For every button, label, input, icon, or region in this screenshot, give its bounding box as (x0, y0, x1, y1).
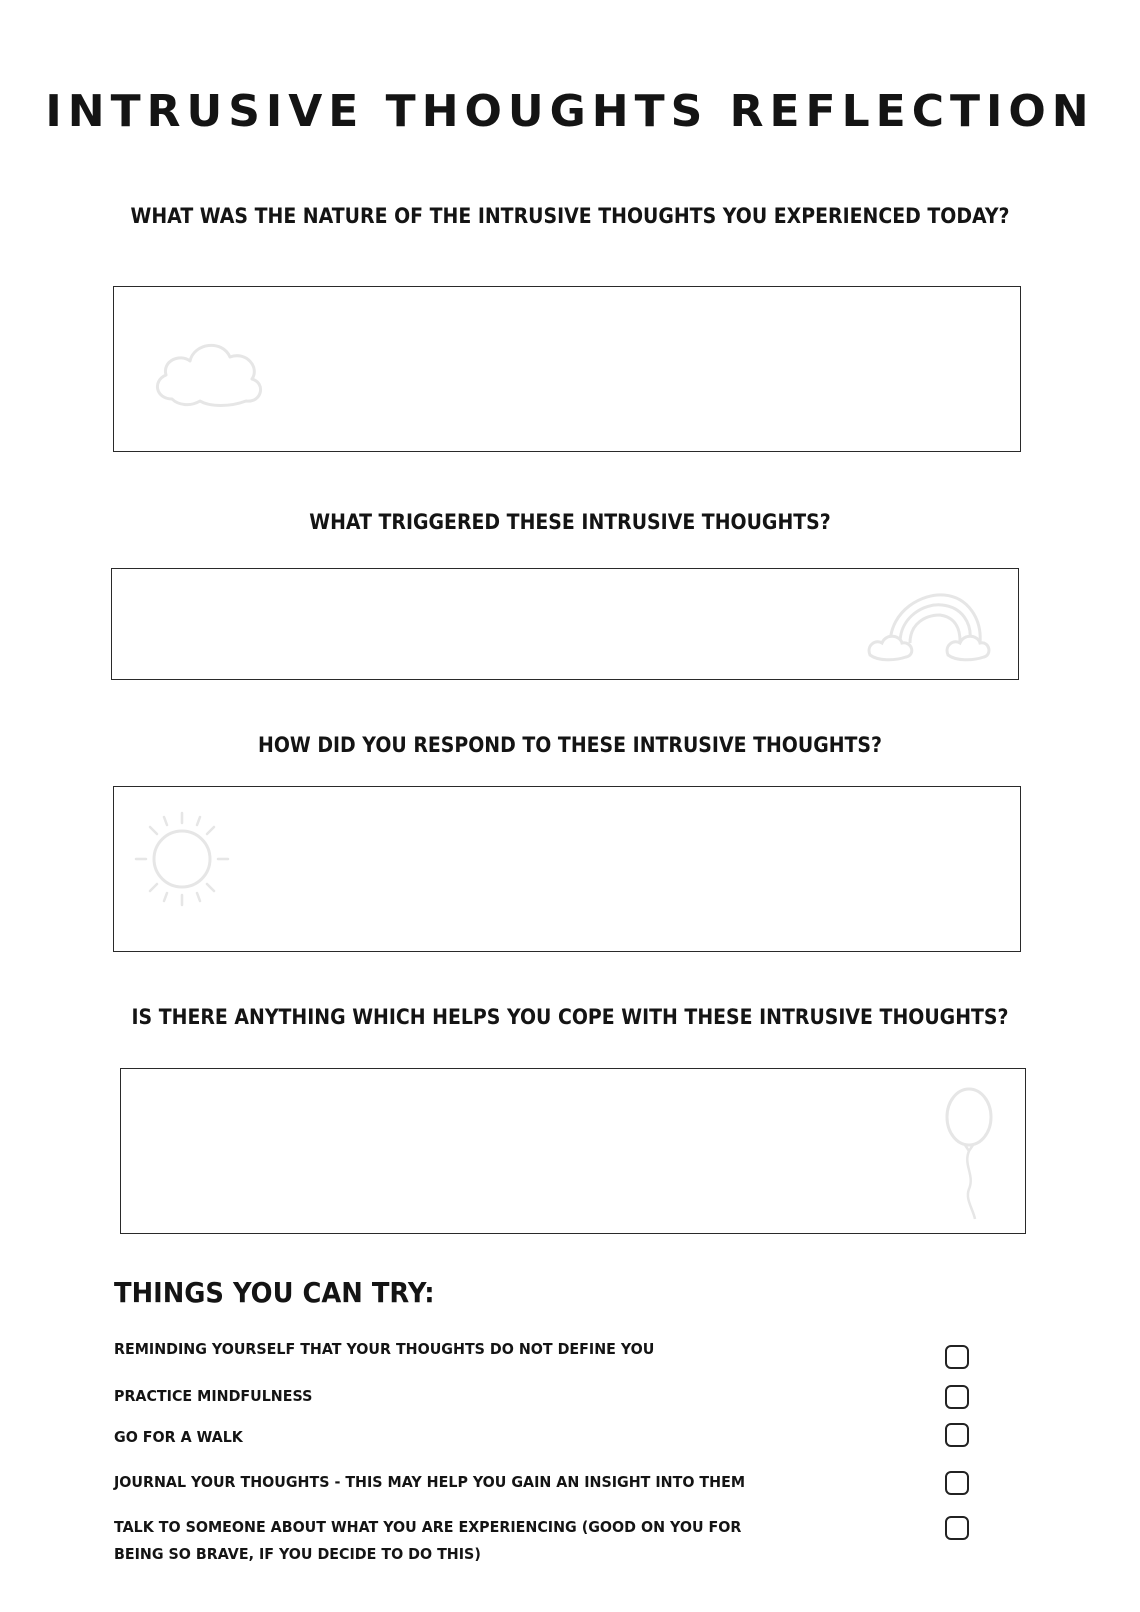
checkbox-journal-your-thoughts[interactable] (945, 1471, 969, 1495)
rainbow-icon (864, 589, 994, 665)
question-1-label: WHAT WAS THE NATURE OF THE INTRUSIVE THOUGHTS YOU EXPERIENCED TODAY? (130, 204, 1010, 228)
page-title: INTRUSIVE THOUGHTS REFLECTION (45, 86, 1095, 137)
checkbox-reminding-yourself[interactable] (945, 1345, 969, 1369)
answer-box-1[interactable] (113, 286, 1021, 452)
balloon-icon (939, 1085, 999, 1225)
list-item-label: JOURNAL YOUR THOUGHTS - THIS MAY HELP YOU GAIN AN INSIGHT INTO THEM (114, 1473, 746, 1491)
answer-box-2[interactable] (111, 568, 1019, 680)
list-item-label: PRACTICE MINDFULNESS (114, 1387, 313, 1405)
list-item-label: GO FOR A WALK (114, 1428, 243, 1446)
answer-box-4[interactable] (120, 1068, 1026, 1234)
checkbox-talk-to-someone[interactable] (945, 1516, 969, 1540)
things-to-try-heading: THINGS YOU CAN TRY: (114, 1276, 435, 1309)
list-item-label: REMINDING YOURSELF THAT YOUR THOUGHTS DO NOT DEFINE YOU (114, 1340, 655, 1358)
checkbox-go-for-a-walk[interactable] (945, 1423, 969, 1447)
question-3-label: HOW DID YOU RESPOND TO THESE INTRUSIVE THOUGHTS? (258, 733, 882, 757)
cloud-icon (150, 327, 268, 409)
list-item-label: TALK TO SOMEONE ABOUT WHAT YOU ARE EXPERIENCING (GOOD ON YOU FOR BEING SO BRAVE, IF YOU DECIDE TO DO THIS) (114, 1518, 742, 1563)
question-4-label: IS THERE ANYTHING WHICH HELPS YOU COPE WITH THESE INTRUSIVE THOUGHTS? (131, 1005, 1009, 1029)
question-2-label: WHAT TRIGGERED THESE INTRUSIVE THOUGHTS? (309, 510, 831, 534)
checkbox-practice-mindfulness[interactable] (945, 1385, 969, 1409)
sun-icon (132, 807, 236, 917)
answer-box-3[interactable] (113, 786, 1021, 952)
